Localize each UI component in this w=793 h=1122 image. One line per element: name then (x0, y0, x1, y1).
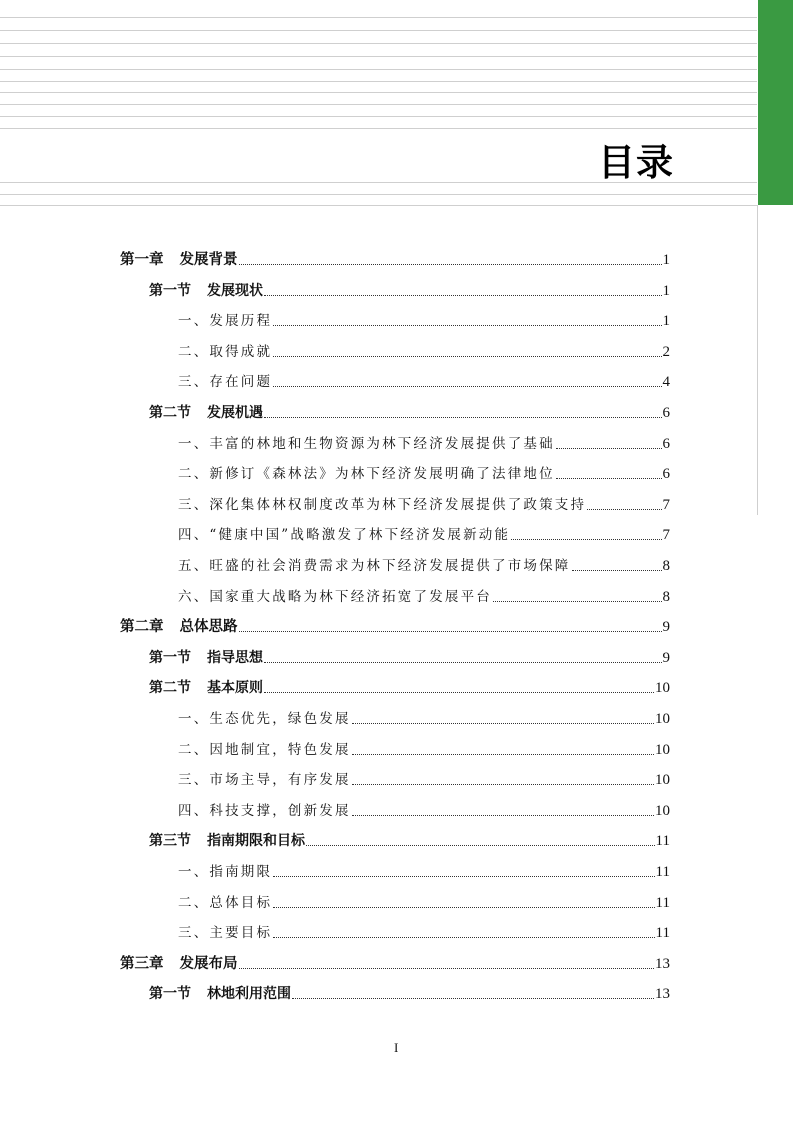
dot-leader (352, 723, 654, 724)
toc-page-number: 10 (655, 772, 670, 789)
toc-page-number: 10 (655, 680, 670, 697)
toc-entry[interactable] (149, 678, 670, 698)
toc-page-number: 1 (662, 313, 670, 330)
toc-entry-label: 第一节 林地利用范围 (149, 986, 291, 1003)
toc-page-number: 9 (662, 619, 670, 636)
toc-entry-label: 四、科技支撑，创新发展 (178, 802, 351, 819)
dot-leader (556, 478, 662, 479)
toc-entry-label: 二、新修订《森林法》为林下经济发展明确了法律地位 (178, 466, 555, 483)
header-rule-line (0, 92, 757, 93)
toc-page-number: 2 (662, 343, 670, 360)
toc-entry-label: 第二章 总体思路 (120, 618, 238, 636)
dot-leader (493, 601, 662, 602)
header-rule-line (0, 81, 757, 82)
toc-entry[interactable] (178, 464, 670, 484)
toc-page-number: 11 (655, 833, 670, 850)
toc-entry-label: 三、主要目标 (178, 925, 273, 942)
toc-entry-label: 一、生态优先，绿色发展 (178, 711, 351, 727)
dot-leader (352, 784, 654, 785)
toc-entry-label: 第一节 指导思想 (149, 649, 263, 666)
toc-entry[interactable] (178, 434, 670, 454)
header-rule-line (0, 56, 757, 57)
dot-leader (273, 907, 654, 908)
green-accent-bar (758, 0, 793, 205)
dot-leader (273, 325, 661, 326)
toc-page-number: 8 (662, 558, 670, 574)
toc-entry-label: 第二节 发展机遇 (149, 405, 263, 421)
dot-leader (572, 570, 662, 571)
toc-entry-label: 第一节 发展现状 (149, 282, 263, 299)
toc-entry[interactable] (149, 984, 670, 1004)
toc-page-number: 6 (662, 435, 670, 452)
toc-entry-label: 第一章 发展背景 (120, 251, 238, 268)
toc-entry[interactable] (149, 831, 670, 851)
header-rule-line (0, 17, 757, 18)
toc-entry-label: 三、深化集体林权制度改革为林下经济发展提供了政策支持 (178, 496, 587, 513)
vertical-rule (757, 205, 758, 515)
header-rule-line (0, 104, 757, 105)
toc-page-number: 1 (662, 252, 670, 268)
toc-entry-label: 三、市场主导，有序发展 (178, 772, 351, 789)
dot-leader (239, 968, 655, 969)
toc-entry[interactable] (178, 709, 670, 729)
dot-leader (264, 662, 662, 663)
header-rule-line (0, 194, 757, 195)
toc-page-number: 6 (662, 466, 670, 483)
toc-entry-label: 五、旺盛的社会消费需求为林下经济发展提供了市场保障 (178, 558, 571, 574)
dot-leader (273, 876, 654, 877)
toc-page-number: 6 (662, 405, 670, 421)
toc-page-number: 4 (662, 374, 670, 391)
toc-page-number: 10 (655, 741, 670, 758)
toc-entry-label: 一、指南期限 (178, 864, 273, 880)
toc-entry[interactable] (178, 862, 670, 882)
toc-page-number: 1 (662, 282, 670, 299)
toc-page-number: 10 (655, 802, 670, 819)
header-rule-line (0, 116, 757, 117)
toc-entry[interactable] (178, 342, 670, 362)
dot-leader (556, 448, 662, 449)
toc-page-number: 11 (655, 925, 670, 942)
dot-leader (239, 631, 662, 632)
toc-entry-label: 第三章 发展布局 (120, 954, 238, 972)
toc-page-number: 11 (655, 894, 670, 911)
toc-entry-label: 四、“健康中国”战略激发了林下经济发展新动能 (178, 527, 511, 544)
header-rule-line (0, 69, 757, 70)
toc-entry[interactable] (178, 587, 670, 607)
toc-entry[interactable] (178, 556, 670, 576)
toc-page-number: 13 (655, 955, 670, 972)
dot-leader (352, 754, 654, 755)
dot-leader (264, 417, 662, 418)
toc-entry[interactable] (149, 648, 670, 668)
dot-leader (239, 264, 662, 265)
toc-entry[interactable] (178, 770, 670, 790)
dot-leader (511, 539, 661, 540)
dot-leader (273, 356, 661, 357)
header-rule-line (0, 43, 757, 44)
toc-entry[interactable] (178, 525, 670, 545)
toc-entry[interactable] (178, 923, 670, 943)
toc-entry[interactable] (178, 311, 670, 331)
dot-leader (273, 386, 661, 387)
toc-page-number: 11 (655, 864, 670, 880)
dot-leader (264, 692, 654, 693)
toc-entry-label: 二、因地制宜，特色发展 (178, 741, 351, 758)
toc-entry[interactable] (120, 617, 670, 637)
toc-entry[interactable] (120, 250, 670, 270)
toc-entry-label: 六、国家重大战略为林下经济拓宽了发展平台 (178, 588, 492, 605)
toc-entry[interactable] (120, 954, 670, 974)
toc-entry-label: 二、取得成就 (178, 343, 273, 360)
toc-page-number: 7 (662, 496, 670, 513)
dot-leader (292, 998, 654, 999)
toc-entry-label: 第三节 指南期限和目标 (149, 833, 305, 850)
footer-page-number: I (394, 1040, 399, 1055)
toc-entry[interactable] (149, 281, 670, 301)
toc-entry-label: 二、总体目标 (178, 894, 273, 911)
toc-entry[interactable] (178, 801, 670, 821)
toc-page-number: 10 (655, 711, 670, 727)
toc-entry[interactable] (178, 740, 670, 760)
toc-entry-label: 一、发展历程 (178, 313, 273, 330)
toc-entry[interactable] (178, 893, 670, 913)
toc-entry-label: 三、存在问题 (178, 374, 273, 391)
toc-page-number: 9 (662, 649, 670, 666)
dot-leader (352, 815, 654, 816)
toc-page-number: 7 (662, 527, 670, 544)
page-title: 目录 (598, 141, 674, 184)
dot-leader (587, 509, 661, 510)
header-rule-line (0, 205, 757, 206)
toc-entry[interactable] (149, 403, 670, 423)
toc-entry-label: 第二节 基本原则 (149, 680, 263, 697)
toc-entry-label: 一、丰富的林地和生物资源为林下经济发展提供了基础 (178, 435, 555, 452)
dot-leader (264, 295, 662, 296)
toc-entry[interactable] (178, 372, 670, 392)
header-rule-line (0, 30, 757, 31)
dot-leader (273, 937, 654, 938)
header-rule-line (0, 128, 757, 129)
toc-entry[interactable] (178, 495, 670, 515)
dot-leader (306, 845, 655, 846)
toc-page-number: 8 (662, 588, 670, 605)
toc-page-number: 13 (655, 986, 670, 1003)
